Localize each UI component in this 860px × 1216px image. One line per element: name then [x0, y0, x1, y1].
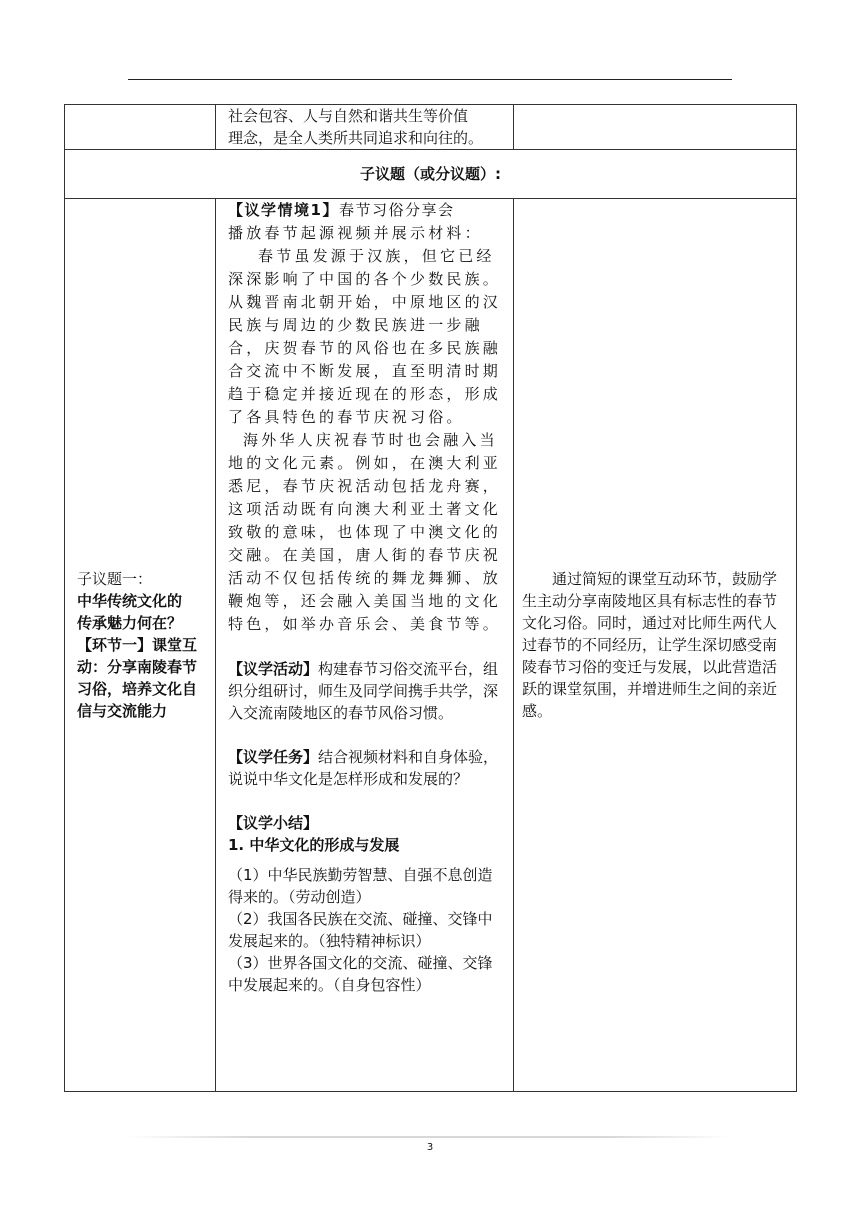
header-rule — [128, 79, 732, 80]
table-row — [65, 199, 797, 1092]
segment-title: 动：分享南陵春节 — [77, 658, 198, 676]
material-paragraph: 春节虽发源于汉族，但它已经深深影响了中国的各个少数民族。从魏晋南北朝开始，中原地区的汉民族与周边的少数民族进一步融合，庆贺春节的风俗也在多民族融合交流中不断发展，直至明清时期趋于稳定并接近现在的形态，形成了各具特色的春节庆祝习俗。 — [228, 247, 502, 426]
design-intent-text: 通过简短的课堂互动环节，鼓励学生主动分享南陵地区具有标志性的春节文化习俗。同时，通过对比师生两代人过春节的不同经历，让学生深切感受南陵春节习俗的变迁与发展，以此营造活跃的课堂氛围，并增进师生之间的亲近感。 — [522, 570, 778, 720]
subtopic-cell — [65, 199, 216, 1092]
text-line: 理念，是全人类所共同追求和向往的。 — [228, 129, 484, 147]
segment-title: 习俗，培养文化自 — [77, 680, 198, 698]
situation-intro: 播放春节起源视频并展示材料： — [228, 224, 483, 242]
summary-point: （1）中华民族勤劳智慧、自强不息创造得来的。（劳动创造） — [228, 866, 493, 906]
lesson-plan-table — [64, 104, 797, 1092]
subtopic-label: 子议题一： — [77, 570, 153, 588]
task-tag: 【议学任务】 — [228, 748, 319, 766]
empty-cell — [65, 105, 216, 150]
values-cell — [216, 105, 514, 150]
summary-point: （3）世界各国文化的交流、碰撞、交锋中发展起来的。（自身包容性） — [228, 954, 493, 994]
subtopic-heading: 子议题（或分议题）: — [65, 150, 797, 199]
summary-point: （2）我国各民族在交流、碰撞、交锋中发展起来的。（独特精神标识） — [228, 910, 493, 950]
subtopic-question: 中华传统文化的 — [77, 592, 183, 610]
footer-rule — [128, 1136, 732, 1138]
design-intent-cell — [514, 199, 797, 1092]
summary-heading: 1. 中华文化的形成与发展 — [228, 836, 400, 854]
segment-title: 信与交流能力 — [77, 702, 168, 720]
activity-text: 构建春节习俗交流平台，组织分组研讨，师生及同学间携手共学，深入交流南陵地区的春节风俗习惯。 — [228, 660, 499, 722]
text-line: 社会包容、人与自然和谐共生等价值 — [228, 107, 469, 125]
summary-tag: 【议学小结】 — [228, 814, 319, 832]
situation-title: 春节习俗分享会 — [338, 201, 455, 219]
page-number: 3 — [426, 1142, 434, 1153]
situation-tag: 【议学情境1】 — [228, 201, 339, 219]
task-text: 结合视频材料和自身体验，说说中华文化是怎样形成和发展的？ — [228, 748, 499, 788]
segment-title: 【环节一】课堂互 — [77, 636, 198, 654]
empty-cell — [514, 105, 797, 150]
activity-tag: 【议学活动】 — [228, 660, 319, 678]
subtopic-question: 传承魅力何在？ — [77, 614, 183, 632]
table-row — [65, 150, 797, 199]
material-paragraph: 海外华人庆祝春节时也会融入当地的文化元素。例如，在澳大利亚悉尼，春节庆祝活动包括龙舟赛，这项活动既有向澳大利亚土著文化致敬的意味，也体现了中澳文化的交融。在美国，唐人街的春节庆祝活动不仅包括传统的舞龙舞狮、放鞭炮等，还会融入美国当地的文化特色，如举办音乐会、美食节等。 — [228, 431, 502, 633]
activity-cell — [216, 199, 514, 1092]
table-row — [65, 105, 797, 150]
